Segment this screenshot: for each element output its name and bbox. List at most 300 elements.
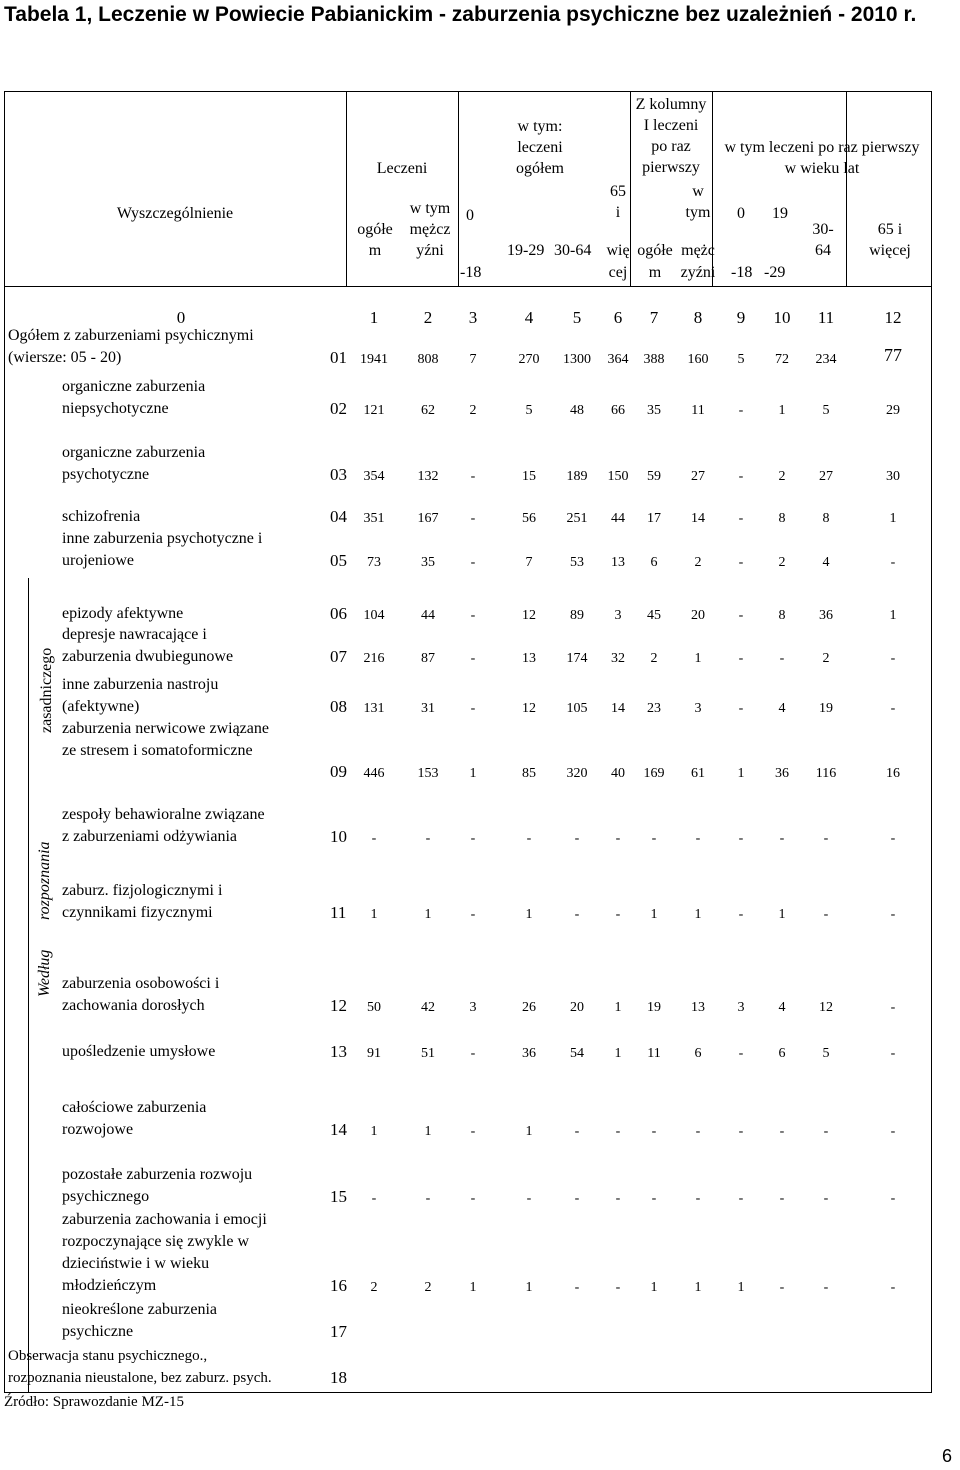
column-number: 1 (369, 308, 379, 327)
table-cell: 121 (363, 403, 385, 418)
table-cell: - (574, 831, 580, 846)
table-cell: - (470, 1124, 476, 1139)
table-cell: 251 (566, 511, 588, 526)
header-age-18: -18 (460, 264, 482, 281)
table-cell: 54 (570, 1046, 584, 1061)
table-cell: 1 (424, 907, 432, 922)
table-cell: - (823, 1191, 829, 1206)
header-zkol-wtym-l3: mężc (681, 242, 715, 259)
table-cell: 8 (778, 511, 786, 526)
row-code: 18 (330, 1368, 347, 1387)
header-pierwszy-l1: w tym leczeni po raz pierwszy (724, 139, 920, 156)
table-cell: - (890, 1000, 896, 1015)
table-cell: 4 (778, 1000, 786, 1015)
table-cell: 13 (691, 1000, 705, 1015)
page-number: 6 (942, 1446, 953, 1466)
table-cell: 104 (363, 608, 385, 623)
row-label: Obserwacja stanu psychicznego., (8, 1348, 208, 1364)
table-cell: - (470, 469, 476, 484)
table-cell: 1 (370, 1124, 378, 1139)
table-cell: 44 (421, 608, 435, 623)
side-label-rozpoznania: rozpoznania (36, 841, 53, 920)
table-cell: - (651, 1124, 657, 1139)
table-cell: - (779, 1191, 785, 1206)
header-p-age65-l1: 65 i (877, 221, 903, 238)
header-zkol-wtym-l1: w (692, 183, 704, 200)
table-cell: 808 (417, 352, 439, 367)
table-cell: 1 (614, 1000, 622, 1015)
table-cell: 15 (522, 469, 536, 484)
row-code: 15 (330, 1187, 347, 1206)
side-label-wedlug: Według (36, 949, 53, 997)
table-cell: 59 (647, 469, 661, 484)
column-number: 12 (884, 308, 902, 327)
table-cell: 1 (469, 766, 477, 781)
table-cell: 51 (421, 1046, 435, 1061)
row-label: dzieciństwie i w wieku (62, 1255, 210, 1272)
table-cell: - (738, 651, 744, 666)
table-cell: - (425, 831, 431, 846)
table-cell: 5 (822, 403, 830, 418)
table-cell: - (470, 555, 476, 570)
table-cell: 2 (370, 1280, 378, 1295)
table-cell: - (779, 1124, 785, 1139)
row-label: upośledzenie umysłowe (62, 1043, 216, 1060)
row-label: rozpoznania nieustalone, bez zaburz. psych. (8, 1370, 272, 1386)
table-cell: - (574, 907, 580, 922)
row-label: psychiczne (62, 1323, 134, 1340)
header-p-age-29: -29 (764, 264, 786, 281)
table-cell: 2 (650, 651, 658, 666)
table-cell: 50 (367, 1000, 381, 1015)
table-cell: 1 (889, 511, 897, 526)
table-cell: 16 (886, 766, 900, 781)
table-cell: - (526, 831, 532, 846)
table-cell: - (738, 403, 744, 418)
table-cell: 13 (522, 651, 536, 666)
table-cell: 2 (469, 403, 477, 418)
table-cell: - (823, 831, 829, 846)
row-code: 08 (330, 697, 347, 716)
table-cell: 62 (421, 403, 435, 418)
table-cell: - (738, 469, 744, 484)
table-cell: 29 (886, 403, 900, 418)
table-cell: 19 (647, 1000, 661, 1015)
header-age65-l4: cej (608, 264, 628, 281)
table-cell: 5 (737, 352, 745, 367)
table-cell: - (695, 1191, 701, 1206)
table-cell: 1 (525, 907, 533, 922)
header-ogolem-l2: m (368, 242, 382, 259)
table-cell: - (890, 1191, 896, 1206)
header-wtym-l3: yźni (416, 242, 444, 259)
table-cell: 2 (694, 555, 702, 570)
table-cell: 167 (417, 511, 439, 526)
row-code: 12 (330, 996, 347, 1015)
table-cell: - (823, 1124, 829, 1139)
table-cell: - (738, 701, 744, 716)
table-cell: 1 (650, 907, 658, 922)
table-cell: - (738, 555, 744, 570)
table-cell: 388 (643, 352, 665, 367)
table-cell: - (470, 907, 476, 922)
row-label: inne zaburzenia nastroju (62, 676, 219, 693)
row-label: inne zaburzenia psychotyczne i (62, 530, 263, 547)
table-cell: - (615, 1191, 621, 1206)
table-cell: 4 (778, 701, 786, 716)
header-age-1929: 19-29 (507, 242, 545, 259)
table-cell: - (615, 907, 621, 922)
row-code: 01 (330, 348, 347, 367)
table-cell: 14 (691, 511, 705, 526)
table-cell: - (470, 608, 476, 623)
row-label: (wiersze: 05 - 20) (8, 349, 122, 366)
table-cell: 14 (611, 701, 625, 716)
row-label: czynnikami fizycznymi (62, 904, 213, 921)
header-zkol-ogolem-l2: m (648, 264, 662, 281)
table-cell: - (371, 1191, 377, 1206)
row-code: 03 (330, 465, 347, 484)
header-leczeni: Leczeni (376, 160, 428, 177)
table-cell: 31 (421, 701, 435, 716)
row-label: epizody afektywne (62, 605, 184, 622)
table-cell: 3 (614, 608, 622, 623)
row-label: młodzieńczym (62, 1277, 157, 1294)
table-cell: 44 (611, 511, 625, 526)
table-cell: 131 (363, 701, 385, 716)
table-cell: 5 (822, 1046, 830, 1061)
header-zkol-wtym-l4: zyźni (680, 264, 716, 281)
column-number: 11 (817, 308, 835, 327)
table-cell: 1 (778, 907, 786, 922)
table-cell: - (651, 1191, 657, 1206)
table-cell: - (574, 1280, 580, 1295)
header-p-age-18: -18 (731, 264, 753, 281)
header-wtym-leczeni-l2: leczeni (517, 139, 563, 156)
table-cell: 20 (570, 1000, 584, 1015)
table-cell: - (890, 555, 896, 570)
table-cell: 36 (522, 1046, 536, 1061)
table-cell: 8 (778, 608, 786, 623)
table-cell: 1 (370, 907, 378, 922)
row-label: zaburzenia zachowania i emocji (62, 1211, 267, 1228)
table-cell: - (470, 1191, 476, 1206)
header-age-3064: 30-64 (554, 242, 592, 259)
table-cell: 23 (647, 701, 661, 716)
table-cell: 20 (691, 608, 705, 623)
table-cell: 216 (363, 651, 385, 666)
table-cell: 12 (819, 1000, 833, 1015)
header-ogolem-l1: ogółe (357, 221, 393, 238)
header-wtym-l1: w tym (409, 200, 451, 217)
table-cell: 1 (694, 907, 702, 922)
table-cell: 85 (522, 766, 536, 781)
table-cell: 8 (822, 511, 830, 526)
row-label: depresje nawracające i (62, 626, 207, 643)
row-label: rozwojowe (62, 1121, 134, 1138)
header-zkol-l3: po raz (651, 138, 691, 155)
table-cell: 17 (647, 511, 661, 526)
table-cell: 45 (647, 608, 661, 623)
table-cell: - (890, 651, 896, 666)
table-cell: 132 (417, 469, 439, 484)
table-cell: - (615, 1280, 621, 1295)
header-p-age30-l1: 30- (812, 221, 834, 238)
column-number: 9 (736, 308, 746, 327)
row-label: urojeniowe (62, 552, 134, 569)
table-cell: 36 (775, 766, 789, 781)
table-cell: 1 (525, 1280, 533, 1295)
table-cell: 27 (691, 469, 705, 484)
column-number: 4 (524, 308, 534, 327)
table-cell: 72 (775, 352, 789, 367)
table-cell: 7 (525, 555, 533, 570)
column-number: 3 (468, 308, 478, 327)
table-cell: - (738, 511, 744, 526)
table-cell: 1941 (360, 352, 388, 367)
table-cell: 66 (611, 403, 625, 418)
table-cell: - (574, 1191, 580, 1206)
row-label: zaburzenia osobowości i (62, 975, 220, 992)
row-code: 14 (330, 1120, 347, 1139)
header-age65-l3: wię (606, 242, 630, 259)
table-cell: 27 (819, 469, 833, 484)
table-cell: - (526, 1191, 532, 1206)
table-cell: - (890, 1046, 896, 1061)
table-cell: - (779, 831, 785, 846)
row-label: zaburzenia nerwicowe związane (62, 720, 269, 737)
table-cell: 270 (518, 352, 540, 367)
table-cell: 5 (525, 403, 533, 418)
table-cell: 77 (884, 345, 902, 365)
row-label: psychicznego (62, 1188, 150, 1205)
table-cell: 234 (815, 352, 837, 367)
table-cell: 89 (570, 608, 584, 623)
header-age65-l1: 65 (610, 183, 626, 200)
column-number: 2 (423, 308, 433, 327)
table-cell: 153 (417, 766, 439, 781)
row-label: zaburzenia dwubiegunowe (62, 648, 234, 665)
header-p-age65-l2: więcej (869, 242, 911, 259)
header-zkol-l1: Z kolumny (635, 96, 707, 113)
table-cell: - (890, 1280, 896, 1295)
table-cell: 116 (815, 766, 837, 781)
row-label: niepsychotyczne (62, 400, 169, 417)
column-number: 10 (773, 308, 791, 327)
row-label: organiczne zaburzenia (62, 444, 206, 461)
table-cell: - (425, 1191, 431, 1206)
table-cell: 351 (363, 511, 385, 526)
table-cell: 2 (822, 651, 830, 666)
table-cell: 1 (424, 1124, 432, 1139)
table-cell: 169 (643, 766, 665, 781)
table-cell: 1 (469, 1280, 477, 1295)
table-cell: - (890, 1124, 896, 1139)
table-cell: 446 (363, 766, 385, 781)
table-cell: 11 (647, 1046, 661, 1061)
column-number: 5 (572, 308, 582, 327)
row-label: ze stresem i somatoformiczne (62, 742, 253, 759)
table-cell: - (738, 907, 744, 922)
header-wtym-leczeni-l3: ogółem (516, 160, 564, 177)
table-cell: - (738, 1191, 744, 1206)
table-cell: - (890, 701, 896, 716)
row-side-divider (28, 578, 29, 1393)
table-cell: - (574, 1124, 580, 1139)
table-cell: 1 (889, 608, 897, 623)
table-cell: - (890, 907, 896, 922)
row-label: Ogółem z zaburzeniami psychicznymi (8, 327, 254, 344)
header-pierwszy-l2: w wieku lat (784, 160, 860, 177)
column-number: 7 (649, 308, 659, 327)
row-label: organiczne zaburzenia (62, 378, 206, 395)
table-cell: 13 (611, 555, 625, 570)
row-label: schizofrenia (62, 508, 141, 525)
row-label: zachowania dorosłych (62, 997, 205, 1014)
column-number: 6 (613, 308, 623, 327)
table-title: Tabela 1, Leczenie w Powiecie Pabianickim - zaburzenia psychiczne bez uzależnień - 2010 r. (4, 3, 917, 26)
row-code: 05 (330, 551, 347, 570)
table-cell: 35 (647, 403, 661, 418)
row-code: 07 (330, 647, 347, 666)
header-bottom-rule (4, 286, 932, 287)
table-cell: 320 (566, 766, 588, 781)
table-cell: - (738, 608, 744, 623)
row-code: 17 (330, 1322, 347, 1341)
table-cell: 1 (614, 1046, 622, 1061)
table-cell: 160 (687, 352, 709, 367)
header-wyszczegolnienie: Wyszczególnienie (116, 205, 234, 222)
table-cell: 1 (737, 766, 745, 781)
row-code: 11 (330, 903, 347, 922)
table-cell: 4 (822, 555, 830, 570)
table-cell: 150 (607, 469, 629, 484)
header-zkol-ogolem-l1: ogółe (637, 242, 673, 259)
table-cell: 2 (778, 469, 786, 484)
table-cell: 174 (566, 651, 588, 666)
table-cell: 6 (778, 1046, 786, 1061)
table-cell: 87 (421, 651, 435, 666)
header-zkol-l2: I leczeni (643, 117, 699, 134)
table-cell: 1 (694, 651, 702, 666)
header-divider-5 (846, 91, 847, 287)
table-cell: - (823, 1280, 829, 1295)
table-cell: - (738, 1046, 744, 1061)
table-cell: 1300 (563, 352, 591, 367)
table-cell: 30 (886, 469, 900, 484)
row-label: nieokreślone zaburzenia (62, 1301, 218, 1318)
column-number: 0 (176, 308, 186, 327)
table-cell: - (651, 831, 657, 846)
table-cell: - (823, 907, 829, 922)
header-wtym-l2: mężcz (409, 221, 451, 238)
header-p-age-19: 19 (772, 205, 788, 222)
table-cell: 1 (650, 1280, 658, 1295)
row-label: z zaburzeniami odżywiania (62, 828, 238, 845)
table-cell: - (738, 831, 744, 846)
header-divider-1 (346, 91, 347, 287)
table-cell: 73 (367, 555, 381, 570)
row-label: (afektywne) (62, 698, 140, 715)
table-cell: - (890, 831, 896, 846)
row-code: 09 (330, 762, 347, 781)
table-cell: - (779, 651, 785, 666)
table-cell: - (695, 831, 701, 846)
table-cell: 6 (650, 555, 658, 570)
source-note: Źródło: Sprawozdanie MZ-15 (4, 1394, 184, 1410)
table-cell: 1 (694, 1280, 702, 1295)
header-wtym-leczeni-l1: w tym: (517, 118, 563, 135)
table-cell: 354 (363, 469, 385, 484)
table-cell: 36 (819, 608, 833, 623)
table-cell: 12 (522, 608, 536, 623)
table-cell: 35 (421, 555, 435, 570)
table-cell: - (470, 701, 476, 716)
header-p-age30-l2: 64 (815, 242, 831, 259)
table-cell: 53 (570, 555, 584, 570)
table-cell: 91 (367, 1046, 381, 1061)
table-cell: 40 (611, 766, 625, 781)
table-cell: 48 (570, 403, 584, 418)
row-code: 04 (330, 507, 347, 526)
row-label: zespoły behawioralne związane (62, 806, 265, 823)
header-age-0: 0 (466, 207, 474, 224)
row-code: 13 (330, 1042, 347, 1061)
table-cell: 2 (778, 555, 786, 570)
table-cell: 3 (737, 1000, 745, 1015)
table-cell: - (470, 1046, 476, 1061)
table-cell: 7 (469, 352, 477, 367)
table-cell: - (615, 831, 621, 846)
table-cell: 6 (694, 1046, 702, 1061)
header-zkol-wtym-l2: tym (685, 204, 711, 221)
row-label: psychotyczne (62, 466, 150, 483)
table-cell: 1 (778, 403, 786, 418)
row-code: 02 (330, 399, 347, 418)
table-cell: 364 (607, 352, 629, 367)
table-cell: 2 (424, 1280, 432, 1295)
row-label: rozpoczynające się zwykle w (62, 1233, 250, 1250)
table-cell: - (779, 1280, 785, 1295)
row-code: 10 (330, 827, 347, 846)
table-cell: - (371, 831, 377, 846)
row-label: zaburz. fizjologicznymi i (62, 882, 223, 899)
table-cell: 1 (737, 1280, 745, 1295)
header-zkol-l4: pierwszy (642, 159, 700, 176)
table-cell: - (470, 831, 476, 846)
table-cell: 61 (691, 766, 705, 781)
table-cell: - (738, 1124, 744, 1139)
table-cell: 11 (691, 403, 705, 418)
header-age65-l2: i (615, 204, 621, 221)
table-cell: - (615, 1124, 621, 1139)
side-label-zasadniczego: zasadniczego (38, 647, 55, 733)
row-code: 16 (330, 1276, 347, 1295)
table-cell: 26 (522, 1000, 536, 1015)
table-cell: 1 (525, 1124, 533, 1139)
table-cell: 42 (421, 1000, 435, 1015)
row-code: 06 (330, 604, 347, 623)
table-cell: 32 (611, 651, 625, 666)
header-p-age-0: 0 (737, 205, 745, 222)
table-cell: - (470, 511, 476, 526)
row-label: całościowe zaburzenia (62, 1099, 207, 1116)
table-cell: 12 (522, 701, 536, 716)
table-cell: - (470, 651, 476, 666)
column-number: 8 (693, 308, 703, 327)
table-cell: 19 (819, 701, 833, 716)
row-label: pozostałe zaburzenia rozwoju (62, 1166, 253, 1183)
